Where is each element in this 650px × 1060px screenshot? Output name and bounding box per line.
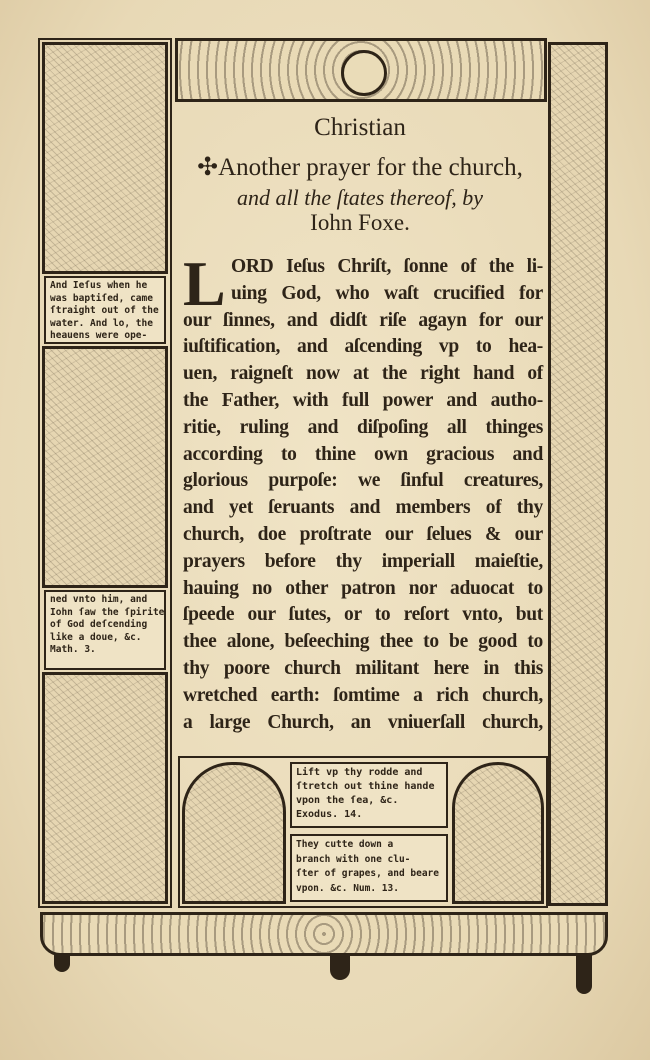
caption-line: ſtraight out of the (50, 305, 159, 316)
caption-exodus (290, 762, 448, 828)
body-line: uen, raigneſt now at the right hand of (183, 363, 543, 385)
caption-line: heauens were ope- (50, 330, 148, 341)
body-line: ritie, ruling and diſpoſing all thinges (183, 416, 543, 438)
woodcut-prophet (452, 762, 544, 904)
body-line: glorious purpoſe: we ſinful creatures, (183, 470, 543, 492)
body-line: the Father, with full power and autho- (183, 389, 543, 411)
caption-line: And Ieſus when he (50, 280, 148, 291)
caption-baptism-lower (44, 590, 166, 670)
right-border-ornament-woodcut (548, 42, 608, 906)
drop-cap-initial: L (183, 248, 226, 319)
cherub-face-icon (341, 50, 387, 96)
body-line: according to thine own gracious and (183, 443, 543, 465)
caption-line: Math. 3. (50, 644, 96, 655)
caption-line: was baptiſed, came (50, 292, 153, 304)
body-line: ORD Ieſus Chriſt, ſonne of the li- (231, 256, 543, 277)
caption-line: Lift vp thy rodde and (296, 767, 423, 778)
woodcut-moses (182, 762, 286, 904)
body-line: a large Church, an vniuerſall church, (183, 711, 543, 733)
fleuron-icon: ✣ (197, 154, 219, 181)
body-line: iuſtification, and aſcending vp to hea- (183, 336, 543, 358)
bottom-ornament-woodcut (40, 912, 608, 956)
caption-line: They cutte down a (296, 839, 394, 850)
caption-line: of God deſcending (50, 619, 148, 630)
body-line: our ſinnes, and didſt riſe agayn for our (183, 309, 543, 331)
caption-line: ſter of grapes, and beare (296, 868, 439, 879)
prayer-title (175, 152, 545, 182)
caption-line: branch with one clu- (296, 853, 411, 865)
body-line: prayers before thy imperiall maieſtie, (183, 550, 543, 572)
bottom-right-foot-ornament (576, 954, 592, 994)
bottom-left-foot-ornament (54, 954, 70, 972)
caption-line: Exodus. 14. (296, 809, 363, 820)
body-line: hauing no other patron nor aduocat to (183, 577, 543, 599)
woodcut-baptism (42, 346, 168, 588)
caption-line: vpon the ſea, &c. (296, 795, 399, 806)
prayer-body (183, 248, 543, 736)
body-line: ſpeede our ſutes, or to reſort vnto, but (183, 604, 543, 626)
top-ornament-woodcut (175, 38, 547, 102)
caption-line: like a doue, &c. (50, 631, 142, 643)
caption-baptism-upper (44, 276, 166, 344)
caption-line: vpon. &c. Num. 13. (296, 882, 399, 894)
prayer-title-text: Another prayer for the church, (218, 154, 523, 181)
caption-line: water. And lo, the (50, 317, 153, 329)
running-title: Christian (314, 114, 406, 141)
bottom-pendant-ornament (330, 954, 350, 980)
body-line: and yet ſeruants and members of thy (183, 497, 543, 519)
prayer-subtitle: and all the ſtates thereof, by (236, 185, 484, 210)
caption-line: ned vnto him, and (50, 594, 148, 605)
woodcut-grape-bearers (42, 672, 168, 904)
woodcut-temptation (42, 42, 168, 274)
caption-line: ſtretch out thine hande (296, 781, 435, 792)
body-line: wretched earth: ſomtime a rich church, (183, 684, 543, 706)
caption-numbers (290, 834, 448, 902)
caption-line: Iohn ſaw the ſpirite (50, 606, 165, 618)
body-line: thy poore church militant here in this (183, 657, 543, 679)
body-line: uing God, who waſt crucified for (231, 282, 543, 304)
prayer-author: Iohn Foxe. (310, 210, 410, 235)
body-line: church, doe proſtrate our ſelues & our (183, 523, 543, 545)
body-line: thee alone, beſeeching thee to be good to (183, 631, 543, 653)
